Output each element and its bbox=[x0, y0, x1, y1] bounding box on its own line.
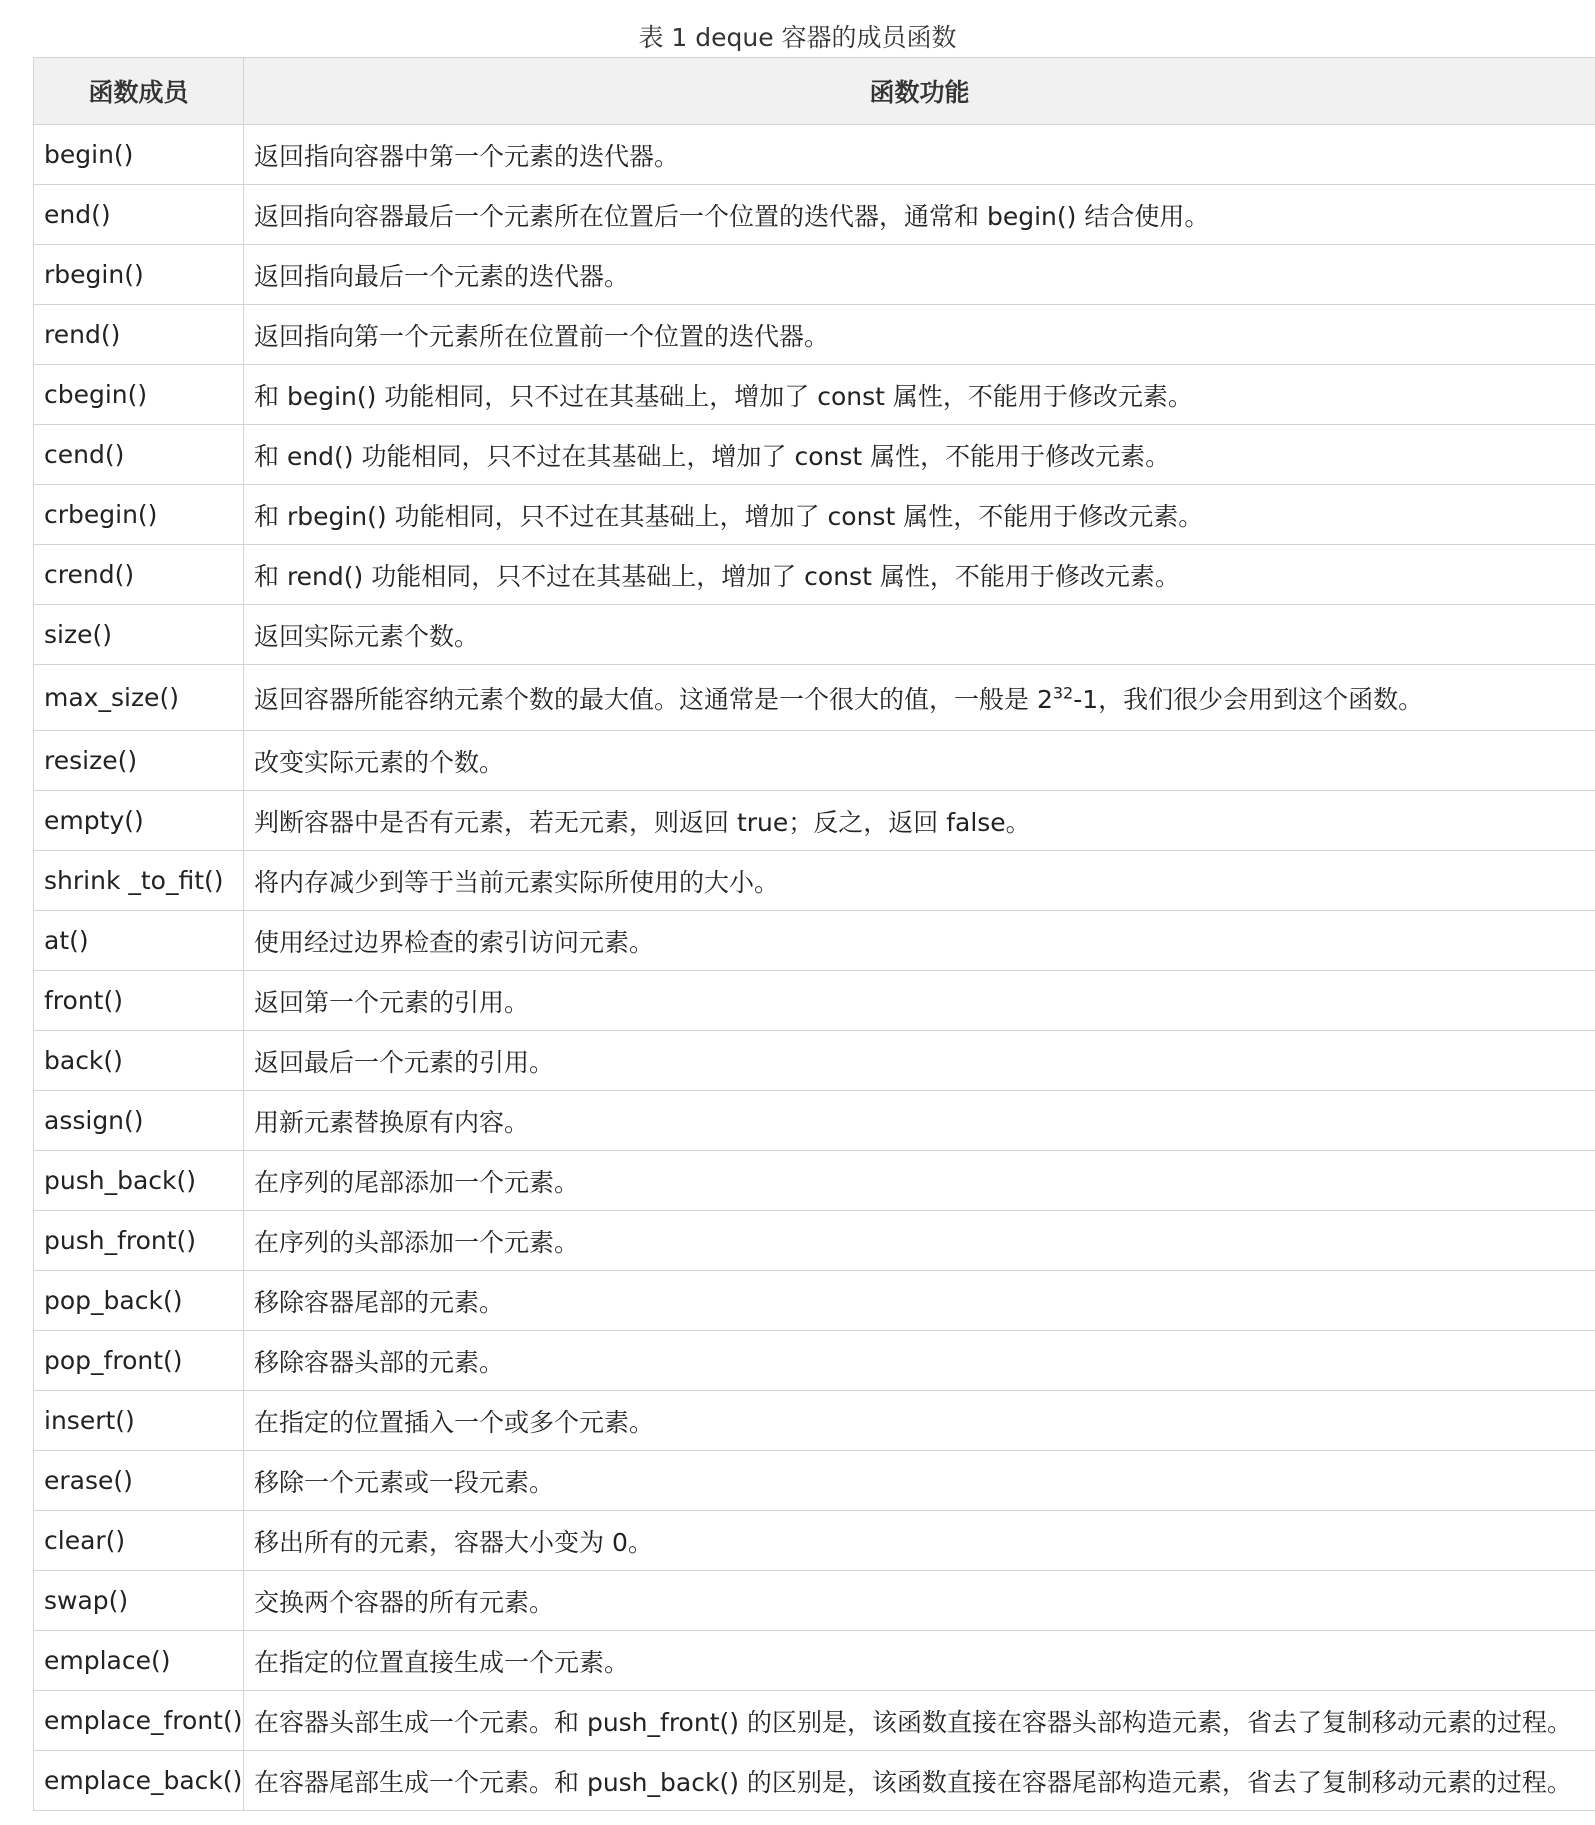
table-row bbox=[34, 365, 1595, 425]
member-name: empty() bbox=[34, 791, 244, 851]
description-text: -1，我们很少会用到这个函数。 bbox=[1073, 684, 1424, 714]
member-name: rbegin() bbox=[34, 245, 244, 305]
member-description: 和 begin() 功能相同，只不过在其基础上，增加了 const 属性，不能用于修改元素。 bbox=[244, 365, 1595, 425]
member-description: 移除容器尾部的元素。 bbox=[244, 1271, 1595, 1331]
table-row bbox=[34, 1571, 1595, 1631]
member-description: 返回实际元素个数。 bbox=[244, 605, 1595, 665]
member-description: 将内存减少到等于当前元素实际所使用的大小。 bbox=[244, 851, 1595, 911]
table-row bbox=[34, 485, 1595, 545]
table-row bbox=[34, 185, 1595, 245]
exponent: 32 bbox=[1052, 683, 1074, 703]
member-description: 在容器头部生成一个元素。和 push_front() 的区别是，该函数直接在容器头部构造元素，省去了复制移动元素的过程。 bbox=[244, 1691, 1595, 1751]
table-row bbox=[34, 1031, 1595, 1091]
member-name: emplace() bbox=[34, 1631, 244, 1691]
table-row bbox=[34, 1151, 1595, 1211]
table-row bbox=[34, 125, 1595, 185]
member-description: 返回指向第一个元素所在位置前一个位置的迭代器。 bbox=[244, 305, 1595, 365]
table-row bbox=[34, 1511, 1595, 1571]
member-description: 在序列的头部添加一个元素。 bbox=[244, 1211, 1595, 1271]
member-name: rend() bbox=[34, 305, 244, 365]
member-description: 在容器尾部生成一个元素。和 push_back() 的区别是，该函数直接在容器尾部构造元素，省去了复制移动元素的过程。 bbox=[244, 1751, 1595, 1811]
member-description: 在指定的位置插入一个或多个元素。 bbox=[244, 1391, 1595, 1451]
table-row bbox=[34, 1391, 1595, 1451]
member-name: crbegin() bbox=[34, 485, 244, 545]
member-name: at() bbox=[34, 911, 244, 971]
table-row bbox=[34, 1631, 1595, 1691]
member-name: end() bbox=[34, 185, 244, 245]
member-name: swap() bbox=[34, 1571, 244, 1631]
member-description: 返回最后一个元素的引用。 bbox=[244, 1031, 1595, 1091]
member-description: 返回指向容器最后一个元素所在位置后一个位置的迭代器，通常和 begin() 结合使用。 bbox=[244, 185, 1595, 245]
member-name: insert() bbox=[34, 1391, 244, 1451]
table-row bbox=[34, 305, 1595, 365]
member-name: size() bbox=[34, 605, 244, 665]
table-row bbox=[34, 1691, 1595, 1751]
member-description: 用新元素替换原有内容。 bbox=[244, 1091, 1595, 1151]
member-description: 判断容器中是否有元素，若无元素，则返回 true；反之，返回 false。 bbox=[244, 791, 1595, 851]
member-name: push_front() bbox=[34, 1211, 244, 1271]
header-function: 函数功能 bbox=[244, 58, 1595, 125]
table-caption: 表 1 deque 容器的成员函数 bbox=[638, 23, 957, 52]
member-description: 和 rbegin() 功能相同，只不过在其基础上，增加了 const 属性，不能用于修改元素。 bbox=[244, 485, 1595, 545]
member-description: 改变实际元素的个数。 bbox=[244, 731, 1595, 791]
member-description: 在指定的位置直接生成一个元素。 bbox=[244, 1631, 1595, 1691]
member-name: cbegin() bbox=[34, 365, 244, 425]
member-name: front() bbox=[34, 971, 244, 1031]
table-row bbox=[34, 1451, 1595, 1511]
table-row bbox=[34, 605, 1595, 665]
member-name: push_back() bbox=[34, 1151, 244, 1211]
member-description: 移除容器头部的元素。 bbox=[244, 1331, 1595, 1391]
member-description: 和 rend() 功能相同，只不过在其基础上，增加了 const 属性，不能用于修改元素。 bbox=[244, 545, 1595, 605]
member-description: 和 end() 功能相同，只不过在其基础上，增加了 const 属性，不能用于修改元素。 bbox=[244, 425, 1595, 485]
member-description: 返回指向容器中第一个元素的迭代器。 bbox=[244, 125, 1595, 185]
member-name: shrink _to_fit() bbox=[34, 851, 244, 911]
member-name: back() bbox=[34, 1031, 244, 1091]
table-row bbox=[34, 1751, 1595, 1811]
table-header-row bbox=[34, 58, 1595, 125]
member-name: crend() bbox=[34, 545, 244, 605]
table-row bbox=[34, 665, 1595, 731]
table-row bbox=[34, 245, 1595, 305]
member-name: emplace_front() bbox=[34, 1691, 244, 1751]
table-row bbox=[34, 731, 1595, 791]
member-description: 交换两个容器的所有元素。 bbox=[244, 1571, 1595, 1631]
member-name: cend() bbox=[34, 425, 244, 485]
member-name: clear() bbox=[34, 1511, 244, 1571]
table-row bbox=[34, 1211, 1595, 1271]
table-row bbox=[34, 911, 1595, 971]
table-row bbox=[34, 1331, 1595, 1391]
member-description: 返回指向最后一个元素的迭代器。 bbox=[244, 245, 1595, 305]
member-name: max_size() bbox=[34, 665, 244, 731]
member-name: pop_front() bbox=[34, 1331, 244, 1391]
member-name: emplace_back() bbox=[34, 1751, 244, 1811]
member-functions-table bbox=[33, 57, 1595, 1811]
description-text: 返回容器所能容纳元素个数的最大值。这通常是一个很大的值，一般是 2 bbox=[254, 684, 1053, 714]
member-description: 移除一个元素或一段元素。 bbox=[244, 1451, 1595, 1511]
header-member: 函数成员 bbox=[34, 58, 244, 125]
member-name: resize() bbox=[34, 731, 244, 791]
member-name: pop_back() bbox=[34, 1271, 244, 1331]
member-description: 移出所有的元素，容器大小变为 0。 bbox=[244, 1511, 1595, 1571]
table-row bbox=[34, 1271, 1595, 1331]
member-description: 返回第一个元素的引用。 bbox=[244, 971, 1595, 1031]
table-row bbox=[34, 851, 1595, 911]
member-description bbox=[244, 665, 1595, 731]
table-row bbox=[34, 425, 1595, 485]
table-row bbox=[34, 971, 1595, 1031]
member-name: begin() bbox=[34, 125, 244, 185]
member-name: erase() bbox=[34, 1451, 244, 1511]
member-description: 使用经过边界检查的索引访问元素。 bbox=[244, 911, 1595, 971]
member-description: 在序列的尾部添加一个元素。 bbox=[244, 1151, 1595, 1211]
table-row bbox=[34, 791, 1595, 851]
table-row bbox=[34, 1091, 1595, 1151]
member-name: assign() bbox=[34, 1091, 244, 1151]
table-row bbox=[34, 545, 1595, 605]
